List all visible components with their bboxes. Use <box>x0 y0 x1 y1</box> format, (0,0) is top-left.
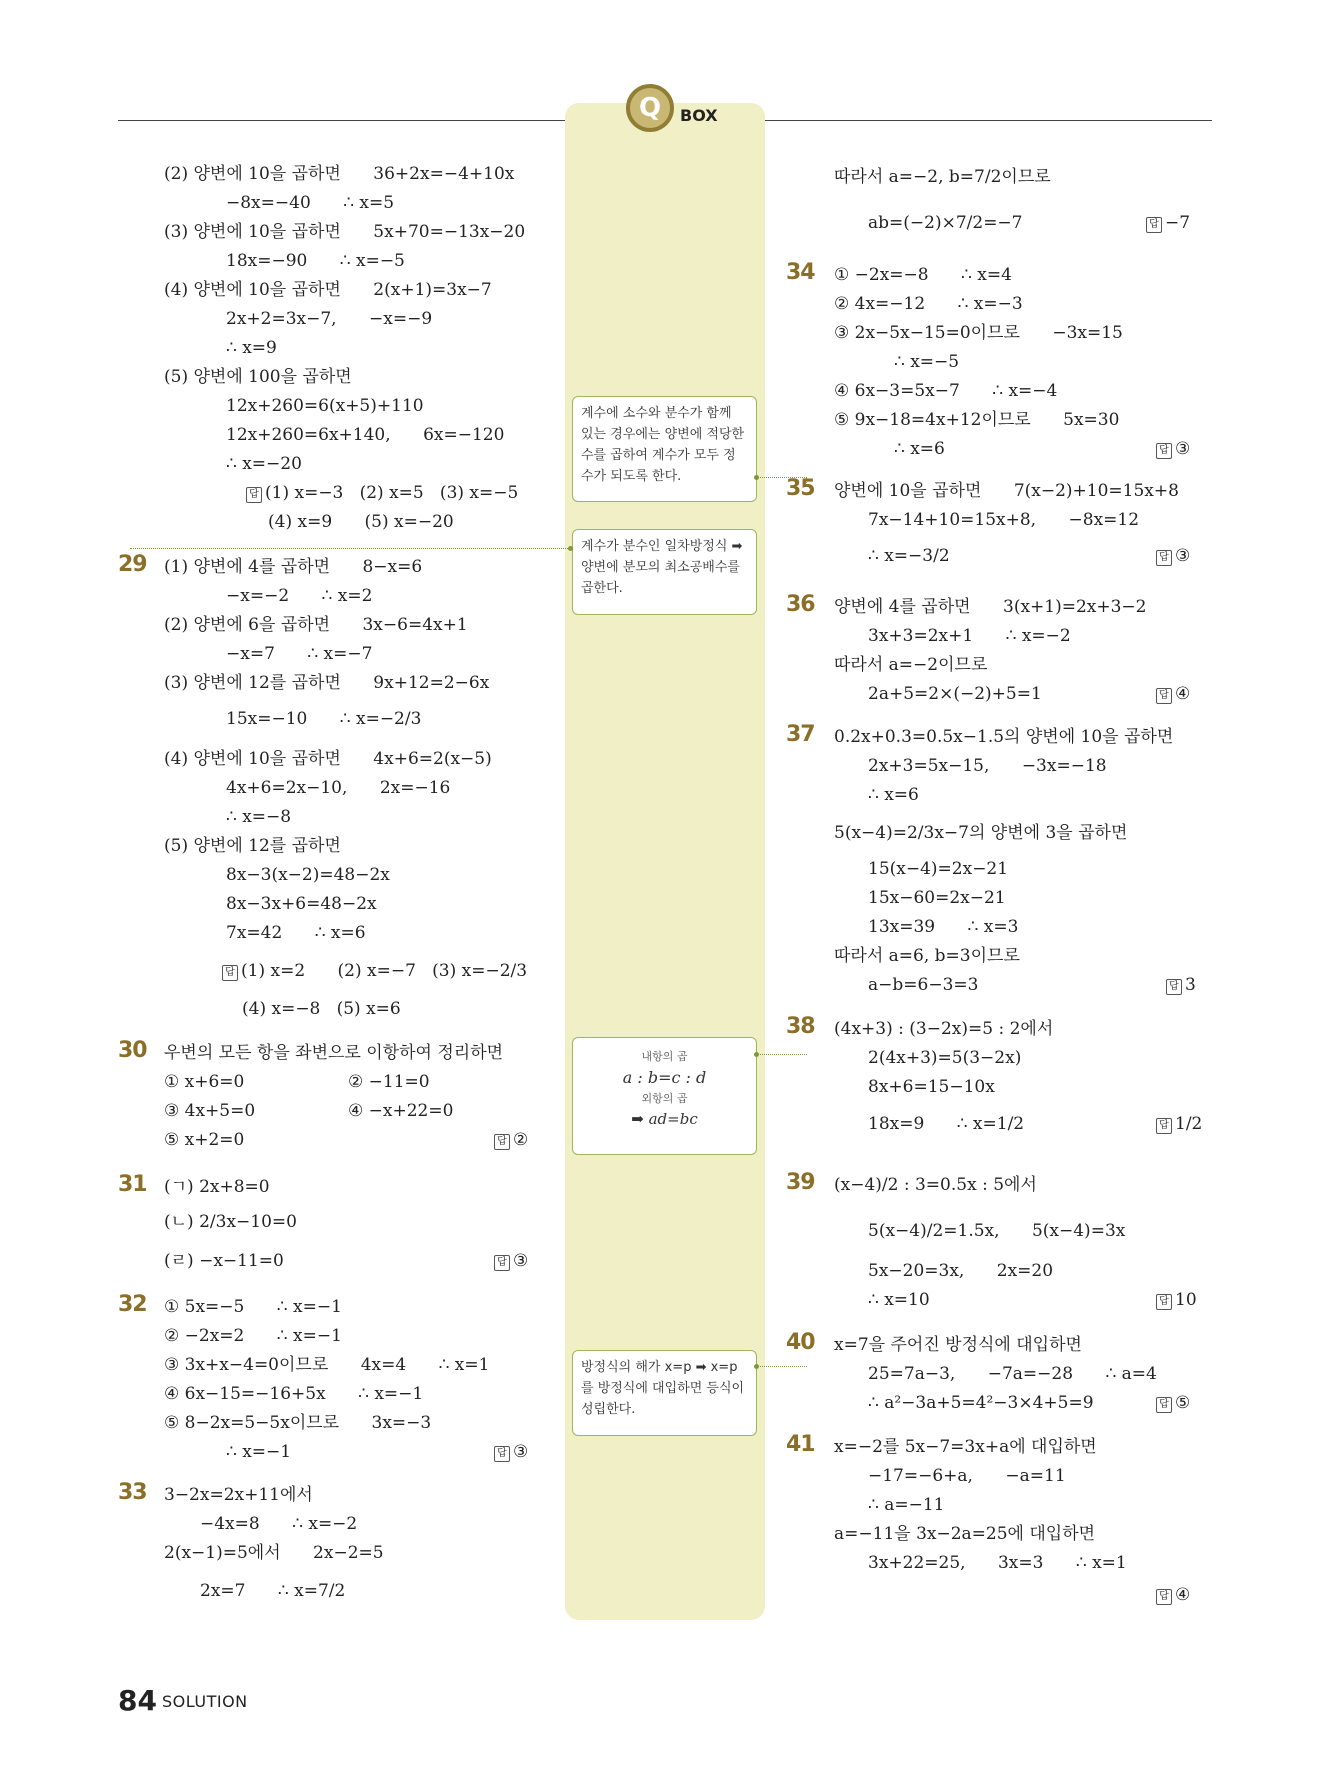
l-line: 8x−3(x−2)=48−2x <box>226 865 390 885</box>
l-line: 2x+2=3x−7, −x=−9 <box>226 309 433 329</box>
question-number: 35 <box>786 476 815 501</box>
r-line: 5x−20=3x, 2x=20 <box>868 1261 1054 1281</box>
tip-solution: 방정식의 해가 x=p ➡ x=p를 방정식에 대입하면 등식이 성립한다. <box>572 1350 757 1436</box>
l-line: (4) 양변에 10을 곱하면 4x+6=2(x−5) <box>164 749 492 769</box>
answer-37: 답 3 <box>1166 974 1196 996</box>
r-line: 따라서 a=−2이므로 <box>834 655 988 675</box>
question-number: 33 <box>118 1480 147 1505</box>
r-line: ∴ x=6 <box>894 439 945 459</box>
r-line: 25=7a−3, −7a=−28 ∴ a=4 <box>868 1364 1157 1384</box>
r-line: 15x−60=2x−21 <box>868 888 1006 908</box>
r-line: 5(x−4)=2/3x−7의 양변에 3을 곱하면 <box>834 823 1128 843</box>
question-number: 32 <box>118 1292 147 1317</box>
r-line: 18x=9 ∴ x=1/2 <box>868 1114 1025 1134</box>
l-line: ⑤ x+2=0 <box>164 1130 245 1150</box>
l-line: 2(x−1)=5에서 2x−2=5 <box>164 1543 384 1563</box>
l-line: ② −2x=2 ∴ x=−1 <box>164 1326 342 1346</box>
r-line: 7x−14+10=15x+8, −8x=12 <box>868 510 1140 530</box>
r-line: ③ 2x−5x−15=0이므로 −3x=15 <box>834 323 1123 343</box>
l-line: ④ 6x−15=−16+5x ∴ x=−1 <box>164 1384 424 1404</box>
tip-decimal-fraction: 계수에 소수와 분수가 함께 있는 경우에는 양변에 적당한 수를 곱하여 계수가 모두 정수가 되도록 한다. <box>572 396 757 502</box>
l-line: 2x=7 ∴ x=7/2 <box>200 1581 346 1601</box>
l-line: (ㄹ) −x−11=0 <box>164 1251 284 1271</box>
connector-29 <box>130 548 572 549</box>
connector-35-dot <box>754 475 759 480</box>
l-line: ③ 3x+x−4=0이므로 4x=4 ∴ x=1 <box>164 1355 490 1375</box>
answer-36: 답 ④ <box>1156 683 1190 705</box>
r-line: ② 4x=−12 ∴ x=−3 <box>834 294 1023 314</box>
l-line: ④ −x+22=0 <box>348 1101 454 1121</box>
l-line: (4) x=9 (5) x=−20 <box>268 512 454 532</box>
answer-icon: 답 <box>1146 217 1162 233</box>
question-number: 40 <box>786 1330 815 1355</box>
r-line: 2a+5=2×(−2)+5=1 <box>868 684 1042 704</box>
l-line: 12x+260=6x+140, 6x=−120 <box>226 425 505 445</box>
answer-icon: 답 <box>1166 979 1182 995</box>
l-line: −x=−2 ∴ x=2 <box>226 586 373 606</box>
r-line: 5(x−4)/2=1.5x, 5(x−4)=3x <box>868 1221 1126 1241</box>
l-line: (2) 양변에 10을 곱하면 36+2x=−4+10x <box>164 164 515 184</box>
answer-38: 답 1/2 <box>1156 1113 1202 1135</box>
r-line: a−b=6−3=3 <box>868 975 979 995</box>
answer-icon: 답 <box>494 1134 510 1150</box>
r-line: ∴ x=−5 <box>894 352 960 372</box>
tip-proportion-outer: 외항의 곱 <box>641 1092 688 1105</box>
answer-28a: 답 (1) x=−3 (2) x=5 (3) x=−5 <box>246 482 518 504</box>
l-line: 8x−3x+6=48−2x <box>226 894 377 914</box>
answer-icon: 답 <box>222 965 238 981</box>
r-line: 2x+3=5x−15, −3x=−18 <box>868 756 1107 776</box>
connector-40 <box>757 1366 807 1367</box>
r-line: x=−2를 5x−7=3x+a에 대입하면 <box>834 1437 1097 1457</box>
header-rule-left <box>118 120 565 121</box>
r-line: a=−11을 3x−2a=25에 대입하면 <box>834 1524 1096 1544</box>
question-number: 34 <box>786 260 815 285</box>
r-line: 따라서 a=−2, b=7/2이므로 <box>834 167 1051 187</box>
l-line: (4) x=−8 (5) x=6 <box>242 999 401 1019</box>
answer-31: 답 ③ <box>494 1250 528 1272</box>
r-line: 3x+3=2x+1 ∴ x=−2 <box>868 626 1071 646</box>
question-number: 31 <box>118 1172 147 1197</box>
page-number: 84 <box>118 1684 157 1717</box>
question-number: 38 <box>786 1014 815 1039</box>
r-line: ∴ x=10 <box>868 1290 930 1310</box>
l-line: 12x+260=6(x+5)+110 <box>226 396 424 416</box>
answer-41: 답 ④ <box>1156 1584 1190 1606</box>
l-line: (ㄴ) 2/3x−10=0 <box>164 1212 297 1232</box>
answer-40: 답 ⑤ <box>1156 1392 1190 1414</box>
l-line: ③ 4x+5=0 <box>164 1101 256 1121</box>
l-line: (1) 양변에 4를 곱하면 8−x=6 <box>164 557 423 577</box>
r-line: (4x+3) : (3−2x)=5 : 2에서 <box>834 1019 1054 1039</box>
answer-39: 답 10 <box>1156 1289 1197 1311</box>
r-line: ab=(−2)×7/2=−7 <box>868 213 1023 233</box>
l-line: ∴ x=−8 <box>226 807 292 827</box>
l-line: (5) 양변에 12를 곱하면 <box>164 836 341 856</box>
l-line: ∴ x=−20 <box>226 454 302 474</box>
l-line: (4) 양변에 10을 곱하면 2(x+1)=3x−7 <box>164 280 492 300</box>
r-line: (x−4)/2 : 3=0.5x : 5에서 <box>834 1175 1037 1195</box>
question-number: 29 <box>118 552 147 577</box>
l-line: (2) 양변에 6을 곱하면 3x−6=4x+1 <box>164 615 468 635</box>
r-line: x=7을 주어진 방정식에 대입하면 <box>834 1335 1082 1355</box>
answer-icon: 답 <box>1156 550 1172 566</box>
question-number: 36 <box>786 592 815 617</box>
answer-icon: 답 <box>1156 1294 1172 1310</box>
answer-35: 답 ③ <box>1156 545 1190 567</box>
r-line: ∴ a²−3a+5=4²−3×4+5=9 <box>868 1393 1094 1413</box>
r-line: ④ 6x−3=5x−7 ∴ x=−4 <box>834 381 1058 401</box>
r-line: ∴ a=−11 <box>868 1495 945 1515</box>
question-number: 30 <box>118 1038 147 1063</box>
connector-38-dot <box>754 1052 759 1057</box>
tip-proportion <box>572 1037 757 1155</box>
answer-icon: 답 <box>1156 1589 1172 1605</box>
connector-29-dot <box>568 546 573 551</box>
l-line: 3−2x=2x+11에서 <box>164 1485 313 1505</box>
footer-label: SOLUTION <box>162 1692 248 1711</box>
r-line: 8x+6=15−10x <box>868 1077 995 1097</box>
tip-proportion-eq: a : b=c : d <box>622 1068 707 1087</box>
tip-proportion-result: ➡ ad=bc <box>631 1110 698 1128</box>
question-number: 39 <box>786 1170 815 1195</box>
r-line: ∴ x=−3/2 <box>868 546 950 566</box>
l-line: −x=7 ∴ x=−7 <box>226 644 373 664</box>
l-line: ⑤ 8−2x=5−5x이므로 3x=−3 <box>164 1413 432 1433</box>
l-line: ∴ x=−1 <box>226 1442 292 1462</box>
connector-38 <box>757 1054 807 1055</box>
q-box-label: BOX <box>680 106 718 125</box>
r-line: 3x+22=25, 3x=3 ∴ x=1 <box>868 1553 1127 1573</box>
l-line: ① 5x=−5 ∴ x=−1 <box>164 1297 342 1317</box>
l-line: ∴ x=9 <box>226 338 277 358</box>
r-line: ⑤ 9x−18=4x+12이므로 5x=30 <box>834 410 1120 430</box>
answer-29a: 답 (1) x=2 (2) x=−7 (3) x=−2/3 <box>222 960 527 982</box>
answer-icon: 답 <box>1156 1397 1172 1413</box>
answer-34: 답 ③ <box>1156 438 1190 460</box>
tip-proportion-inner: 내항의 곱 <box>641 1050 688 1063</box>
l-line: (5) 양변에 100을 곱하면 <box>164 367 352 387</box>
r-line: ∴ x=6 <box>868 785 919 805</box>
r-line: 따라서 a=6, b=3이므로 <box>834 946 1020 966</box>
question-number: 37 <box>786 722 815 747</box>
r-line: 양변에 4를 곱하면 3(x+1)=2x+3−2 <box>834 597 1147 617</box>
tip-fraction-equation: 계수가 분수인 일차방정식 ➡ 양변에 분모의 최소공배수를 곱한다. <box>572 529 757 615</box>
l-line: ② −11=0 <box>348 1072 430 1092</box>
q-badge: Q <box>626 84 674 132</box>
answer-icon: 답 <box>1156 1118 1172 1134</box>
l-line: ① x+6=0 <box>164 1072 245 1092</box>
answer-icon: 답 <box>1156 443 1172 459</box>
r-line: −17=−6+a, −a=11 <box>868 1466 1066 1486</box>
answer-icon: 답 <box>1156 688 1172 704</box>
answer-30: 답 ② <box>494 1129 528 1151</box>
r-line: ① −2x=−8 ∴ x=4 <box>834 265 1012 285</box>
l-line: (3) 양변에 12를 곱하면 9x+12=2−6x <box>164 673 490 693</box>
answer-icon: 답 <box>494 1255 510 1271</box>
r-line: 13x=39 ∴ x=3 <box>868 917 1019 937</box>
r-line: 2(4x+3)=5(3−2x) <box>868 1048 1022 1068</box>
l-line: (ㄱ) 2x+8=0 <box>164 1177 270 1197</box>
l-line: (3) 양변에 10을 곱하면 5x+70=−13x−20 <box>164 222 526 242</box>
answer-32: 답 ③ <box>494 1441 528 1463</box>
header-rule-right <box>765 120 1212 121</box>
r-line: 양변에 10을 곱하면 7(x−2)+10=15x+8 <box>834 481 1179 501</box>
l-line: 15x=−10 ∴ x=−2/3 <box>226 709 422 729</box>
l-line: 18x=−90 ∴ x=−5 <box>226 251 405 271</box>
answer-icon: 답 <box>494 1446 510 1462</box>
question-number: 41 <box>786 1432 815 1457</box>
l-line: −8x=−40 ∴ x=5 <box>226 193 395 213</box>
r-line: 0.2x+0.3=0.5x−1.5의 양변에 10을 곱하면 <box>834 727 1174 747</box>
l-line: 우변의 모든 항을 좌변으로 이항하여 정리하면 <box>164 1043 504 1063</box>
l-line: 7x=42 ∴ x=6 <box>226 923 366 943</box>
l-line: 4x+6=2x−10, 2x=−16 <box>226 778 451 798</box>
answer-33: 답 −7 <box>1146 212 1190 234</box>
connector-40-dot <box>754 1364 759 1369</box>
answer-icon: 답 <box>246 487 262 503</box>
r-line: 15(x−4)=2x−21 <box>868 859 1009 879</box>
l-line: −4x=8 ∴ x=−2 <box>200 1514 358 1534</box>
